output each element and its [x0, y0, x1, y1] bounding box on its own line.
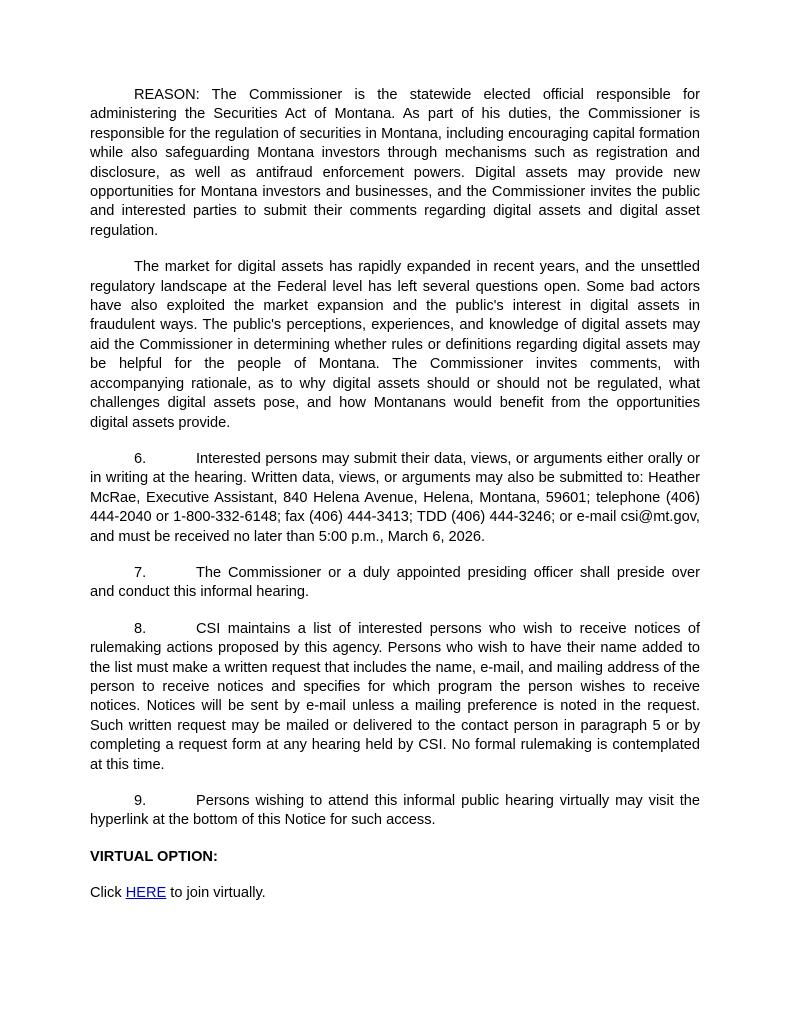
- numbered-item-9: [90, 792, 700, 831]
- join-virtually-line: [90, 884, 700, 903]
- paragraph-market: [90, 258, 700, 433]
- click-suffix-text: to join virtually.: [166, 885, 266, 902]
- paragraph-text: REASON: The Commissioner is the statewide elected official responsible for administering the Securities Act of Montana. As part of his duties, the Commissioner is responsible for the regulation of securities in Montana, including encouraging capital formation while also safeguarding Montana investors through mechanisms such as registration and disclosure, as well as antifraud enforcement powers. Digital assets may provide new opportunities for Montana investors and businesses, and the Commissioner invites the public and interested parties to submit their comments regarding digital assets and digital asset regulation.: [90, 87, 700, 239]
- numbered-item-7: [90, 564, 700, 603]
- click-prefix-text: Click: [90, 885, 126, 902]
- paragraph-text: Interested persons may submit their data, views, or arguments either orally or in writing at the hearing. Written data, views, or arguments may also be submitted to: Heather McRae, Executive Assistant, 840 Helena Avenue, Helena, Montana, 59601; telephone (406) 444-2040 or 1-800-332-6148; fax (406) 444-3413; TDD (406) 444-3246; or e-mail csi@mt.gov, and must be received no later than 5:00 p.m., March 6, 2026.: [90, 450, 700, 545]
- virtual-option-heading: VIRTUAL OPTION:: [90, 848, 218, 865]
- paragraph-text: The Commissioner or a duly appointed presiding officer shall preside over and conduct this informal hearing.: [90, 564, 700, 601]
- numbered-item-6: [90, 450, 700, 547]
- paragraph-reason: [90, 86, 700, 241]
- join-virtually-link[interactable]: HERE: [125, 885, 167, 902]
- item-number: 9.: [134, 793, 147, 809]
- paragraph-text: The market for digital assets has rapidly expanded in recent years, and the unsettled regulatory landscape at the Federal level has left several questions open. Some bad actors have also exploited the market expansion and the public's interest in digital assets in fraudulent ways. The public's perceptions, experiences, and knowledge of digital assets may aid the Commissioner in determining whether rules or definitions regarding digital assets may be helpful for the people of Montana. The Commissioner invites comments, with accompanying rationale, as to why digital assets should or should not be regulated, what challenges digital assets pose, and how Montanans would benefit from the opportunities digital assets provide.: [90, 259, 700, 431]
- item-number: 6.: [134, 450, 147, 467]
- item-number: 7.: [134, 564, 147, 581]
- numbered-item-8: [90, 620, 700, 775]
- document-body: [90, 86, 700, 904]
- paragraph-text: CSI maintains a list of interested persons who wish to receive notices of rulemaking actions proposed by this agency. Persons who wish to have their name added to the list must make a written request that includes the name, e-mail, and mailing address of the person to receive notices and specifies for which program the person wishes to receive notices. Notices will be sent by e-mail unless a mailing preference is noted in the request. Such written request may be mailed or delivered to the contact person in paragraph 5 or by completing a request form at any hearing held by CSI. No formal rulemaking is contemplated at this time.: [90, 620, 700, 773]
- paragraph-text: Persons wishing to attend this informal public hearing virtually may visit the hyperlink at the bottom of this Notice for such access.: [90, 793, 700, 829]
- item-number: 8.: [134, 620, 147, 637]
